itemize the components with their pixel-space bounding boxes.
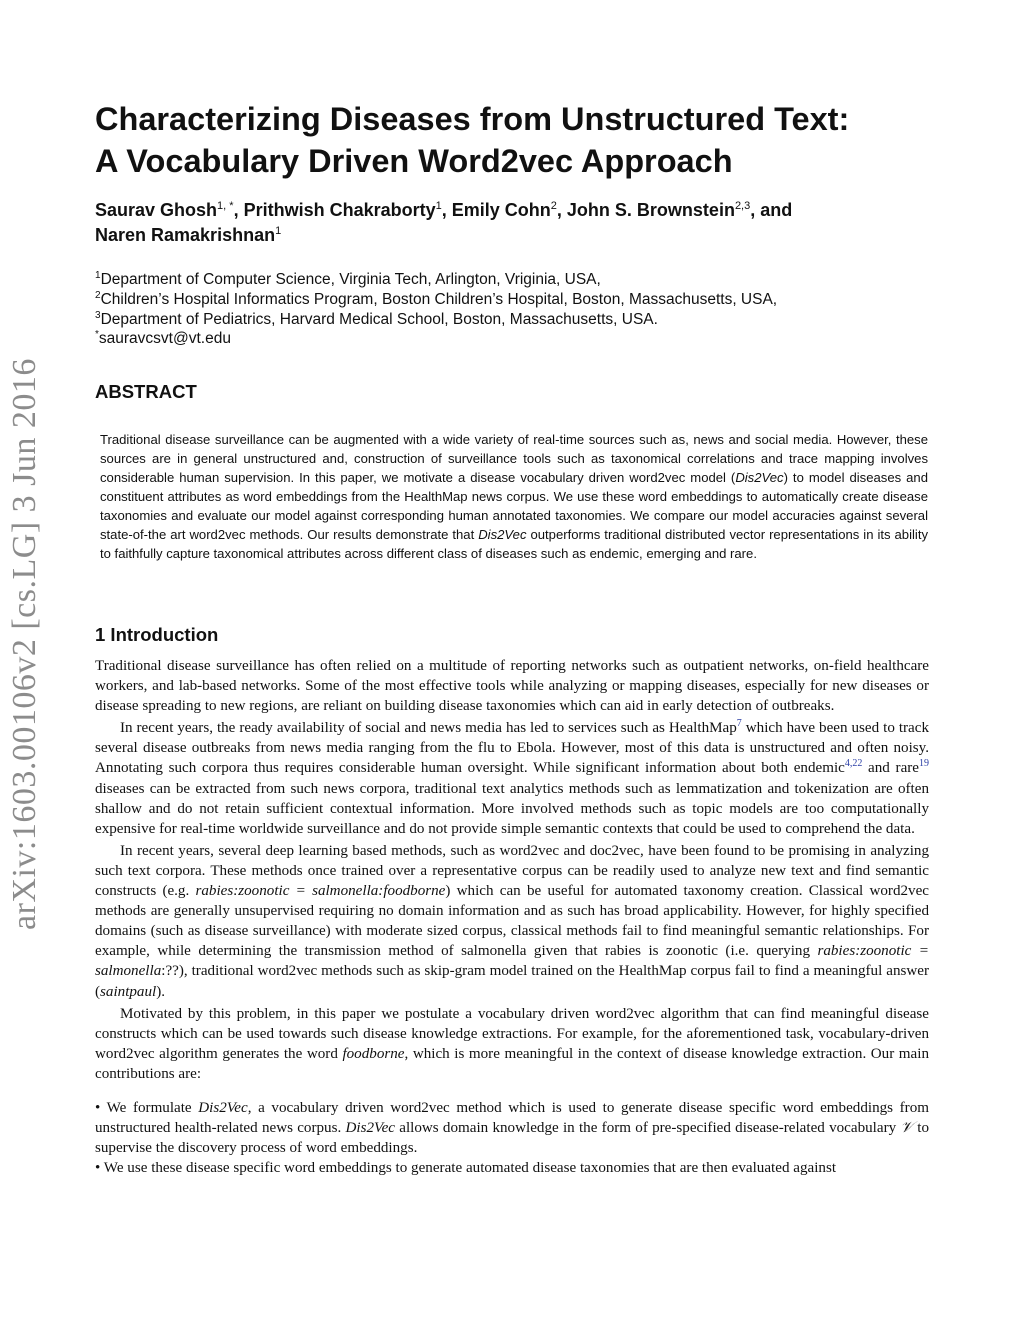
author-separator: , bbox=[441, 200, 452, 220]
method-name: Dis2Vec bbox=[198, 1099, 248, 1116]
author-affiliation-mark: 2 bbox=[550, 200, 557, 212]
abstract-text: ) to model diseases and constituent attributes as word embeddings from the HealthMap news corpus. We use these word embeddings to automatically create disease taxonomies and evaluate our model against corresponding human annotated taxonomies. We compare our model accuracies against several state-of-the art word2vec methods. Our results demonstrate that bbox=[100, 470, 928, 542]
contribution-item bbox=[95, 1098, 929, 1158]
paragraph-text: Motivated by this problem, in this paper we postulate a vocabulary driven word2vec algorithm that can find meaningful disease constructs which can be used towards such disease knowledge extractions. For example, for the aforementioned task, vocabulary-driven word2vec algorithm generates the word bbox=[95, 1005, 929, 1062]
abstract-text: Traditional disease surveillance can be augmented with a wide variety of real-time sources such as, news and social media. However, these sources are in general unstructured and, construction of surveillance tools such as taxonomical correlations and trace mapping involves considerable human supervision. In this paper, we motivate a disease vocabulary driven word2vec model ( bbox=[100, 432, 928, 485]
affiliation-mark: 3 bbox=[95, 309, 101, 321]
author-name: John S. Brownstein bbox=[566, 200, 735, 220]
paragraph-text: and rare bbox=[862, 760, 919, 777]
affiliation-item bbox=[95, 270, 955, 290]
author-name: Saurav Ghosh bbox=[95, 200, 218, 220]
affiliation-text: Children’s Hospital Informatics Program, Boston Children’s Hospital, Boston, Massachusetts, USA, bbox=[100, 290, 778, 308]
paragraph-text: , which is more meaningful in the context of disease knowledge extraction. Our main contributions are: bbox=[95, 1045, 929, 1082]
paragraph bbox=[95, 1004, 929, 1084]
section-heading-introduction: 1 Introduction bbox=[95, 624, 219, 645]
author-name: Naren Ramakrishnan bbox=[95, 225, 276, 245]
author-affiliation-mark: 1 bbox=[275, 225, 282, 237]
paragraph-text: • We formulate bbox=[95, 1099, 199, 1116]
introduction-body bbox=[95, 656, 929, 1178]
affiliation-mark: 2 bbox=[95, 289, 101, 301]
paragraph-text: , a vocabulary driven word2vec method which is used to generate disease specific word embeddings from unstructured health-related news corpus. bbox=[95, 1099, 929, 1137]
author-separator: , bbox=[233, 200, 244, 220]
arxiv-identifier-stamp: arXiv:1603.00106v2 [cs.LG] 3 Jun 2016 bbox=[6, 358, 43, 930]
paragraph bbox=[95, 841, 929, 1002]
affiliation-item bbox=[95, 310, 955, 330]
analogy-expression: rabies:zoonotic = salmonella:foodborne bbox=[195, 883, 446, 900]
corresponding-email: sauravcsvt@vt.edu bbox=[98, 330, 231, 348]
paragraph-text: allows domain knowledge in the form of pre-specified disease-related vocabulary bbox=[394, 1120, 901, 1137]
abstract-method-name: Dis2Vec bbox=[735, 470, 784, 485]
author-affiliation-mark: 1, * bbox=[217, 200, 234, 212]
affiliation-item bbox=[95, 329, 955, 349]
title-line-1: Characterizing Diseases from Unstructured Text: bbox=[95, 101, 850, 137]
paragraph-text: In recent years, the ready availability of social and news media has led to services such as HealthMap bbox=[120, 720, 737, 737]
author-separator: , bbox=[556, 200, 567, 220]
paragraph: Traditional disease surveillance has often relied on a multitude of reporting networks such as outpatient networks, on-field healthcare workers, and lab-based networks. Some of the most effective tools while analyzing or mapping diseases, especially for new diseases or disease spreading to new regions, are reliant on building disease taxonomies which can aid in early detection of outbreaks. bbox=[95, 658, 929, 715]
abstract-body bbox=[100, 430, 928, 563]
paragraph-text: diseases can be extracted from such news corpora, traditional text analytics methods such as lemmatization and tokenization are often shallow and do not retain sufficient contextual information. More involved methods such as topic models are too computationally expensive for real-time worldwide surveillance and do not provide simple semantic contexts that could be used to comprehend the data. bbox=[95, 780, 929, 837]
affiliation-text: Department of Computer Science, Virginia Tech, Arlington, Vriginia, USA, bbox=[100, 271, 601, 288]
abstract-method-name: Dis2Vec bbox=[478, 527, 527, 542]
affiliation-mark: 1 bbox=[95, 270, 101, 281]
italic-term: saintpaul bbox=[100, 983, 157, 1000]
author-name: Emily Cohn bbox=[451, 200, 551, 220]
italic-term: foodborne bbox=[342, 1045, 405, 1062]
abstract-heading: ABSTRACT bbox=[95, 381, 197, 402]
citation-link[interactable]: 4,22 bbox=[844, 758, 863, 770]
author-separator: , and bbox=[750, 200, 793, 220]
contribution-list bbox=[95, 1098, 929, 1178]
contribution-item: • We use these disease specific word embeddings to generate automated disease taxonomies that are then evaluated against bbox=[95, 1160, 837, 1177]
paragraph-text: ). bbox=[156, 983, 166, 1000]
affiliation-item bbox=[95, 290, 955, 310]
paper-title bbox=[95, 98, 955, 182]
method-name: Dis2Vec bbox=[345, 1120, 395, 1137]
title-line-2: A Vocabulary Driven Word2vec Approach bbox=[95, 143, 733, 179]
affiliation-mark: * bbox=[95, 329, 99, 341]
abstract-text: outperforms traditional distributed vector representations in its ability to faithfully capture taxonomical attributes across different class of diseases such as endemic, emerging and rare. bbox=[100, 527, 929, 561]
paragraph-text: ) which can be useful for automated taxonomy creation. Classical word2vec methods are generally unsupervised requiring no domain information and as such has broad applicability. However, for highly specified domains (such as disease surveillance) with moderate sized corpus, classical methods fail to find meaningful semantic relationships. For example, while determining the transmission method of salmonella given that rabies is zoonotic (i.e. querying bbox=[95, 883, 929, 960]
paragraph-text: :??), traditional word2vec methods such as skip-gram model trained on the HealthMap corpus fail to find a meaningful answer ( bbox=[95, 963, 929, 1000]
citation-link[interactable]: 7 bbox=[736, 718, 742, 730]
paragraph-text: to supervise the discovery process of word embeddings. bbox=[95, 1120, 930, 1157]
analogy-expression: rabies:zoonotic = salmonella bbox=[95, 943, 929, 980]
paragraph-text: In recent years, several deep learning based methods, such as word2vec and doc2vec, have been found to be promising in analyzing such text corpora. These methods once trained over a representative corpus can be readily used to analyze new text and find semantic constructs (e.g. bbox=[95, 842, 929, 900]
affiliation-list bbox=[95, 270, 955, 349]
author-list bbox=[95, 198, 955, 248]
paragraph bbox=[95, 718, 929, 839]
citation-link[interactable]: 19 bbox=[919, 758, 929, 770]
author-name: Prithwish Chakraborty bbox=[243, 200, 436, 220]
author-affiliation-mark: 1 bbox=[435, 200, 442, 212]
affiliation-text: Department of Pediatrics, Harvard Medical School, Boston, Massachusetts, USA. bbox=[100, 310, 658, 328]
vocabulary-symbol: 𝒱 bbox=[900, 1120, 913, 1137]
author-affiliation-mark: 2,3 bbox=[734, 200, 751, 212]
paragraph-text: which have been used to track several disease outbreaks from news media ranging from the flu to Ebola. However, most of this data is unstructured and often noisy. Annotating such corpora thus requires considerable human oversight. While significant information about both endemic bbox=[95, 720, 929, 777]
